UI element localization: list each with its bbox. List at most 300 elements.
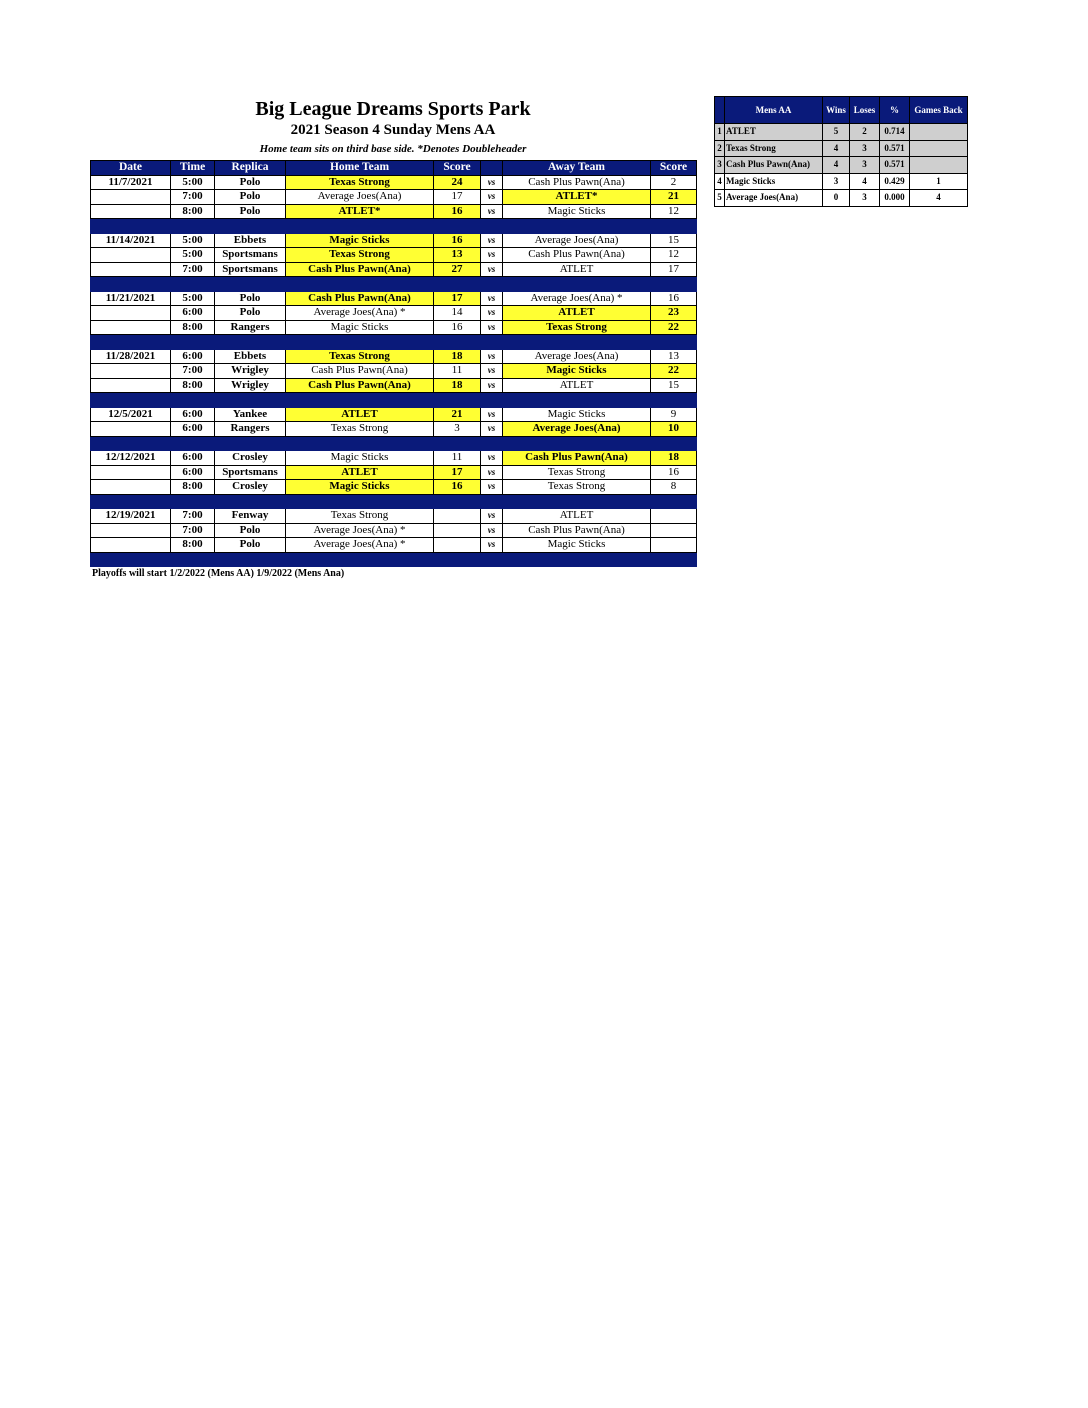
game-date: 12/12/2021 (91, 451, 171, 466)
home-team: Cash Plus Pawn(Ana) (286, 378, 434, 393)
separator-cell (171, 494, 215, 509)
week-separator (91, 219, 697, 234)
home-score: 3 (434, 422, 481, 437)
home-team: ATLET (286, 407, 434, 422)
game-field: Sportsmans (215, 465, 286, 480)
game-field: Polo (215, 523, 286, 538)
vs-label: vs (481, 190, 503, 205)
separator-cell (434, 219, 481, 234)
home-team: Cash Plus Pawn(Ana) (286, 364, 434, 379)
home-team: Texas Strong (286, 422, 434, 437)
away-score: 16 (651, 291, 697, 306)
game-time: 7:00 (171, 190, 215, 205)
home-score: 21 (434, 407, 481, 422)
game-date-empty (91, 320, 171, 335)
vs-label: vs (481, 349, 503, 364)
game-field: Polo (215, 291, 286, 306)
team-rank: 5 (715, 190, 725, 207)
away-team: ATLET (503, 306, 651, 321)
vs-label: vs (481, 465, 503, 480)
page-subtitle: 2021 Season 4 Sunday Mens AA (290, 122, 496, 138)
standings-header-row (715, 97, 968, 124)
week-separator (91, 393, 697, 408)
game-date: 12/5/2021 (91, 407, 171, 422)
schedule-row (91, 233, 697, 248)
separator-cell (434, 277, 481, 292)
schedule-row (91, 364, 697, 379)
schedule-row (91, 190, 697, 205)
team-name: Magic Sticks (725, 173, 823, 190)
separator-cell (651, 393, 697, 408)
away-team: Magic Sticks (503, 538, 651, 553)
game-field: Polo (215, 190, 286, 205)
separator-cell (215, 335, 286, 350)
schedule-row (91, 248, 697, 263)
separator-cell (91, 436, 171, 451)
schedule-row (91, 204, 697, 219)
standings-col-division: Mens AA (725, 97, 823, 124)
home-score: 16 (434, 204, 481, 219)
separator-cell (91, 393, 171, 408)
separator-cell (434, 393, 481, 408)
game-time: 8:00 (171, 204, 215, 219)
standings-table (714, 96, 968, 207)
team-games-back: 4 (910, 190, 968, 207)
team-name: Texas Strong (725, 140, 823, 157)
week-separator (91, 436, 697, 451)
game-field: Sportsmans (215, 248, 286, 263)
game-time: 6:00 (171, 422, 215, 437)
separator-cell (171, 393, 215, 408)
away-team: Cash Plus Pawn(Ana) (503, 175, 651, 190)
team-rank: 1 (715, 124, 725, 141)
vs-label: vs (481, 407, 503, 422)
home-team: Texas Strong (286, 248, 434, 263)
home-score: 11 (434, 451, 481, 466)
team-loses: 4 (850, 173, 880, 190)
separator-cell (91, 494, 171, 509)
away-score: 18 (651, 451, 697, 466)
away-score: 22 (651, 320, 697, 335)
separator-cell (503, 552, 651, 567)
schedule-row (91, 422, 697, 437)
game-time: 7:00 (171, 523, 215, 538)
separator-cell (503, 436, 651, 451)
separator-cell (215, 552, 286, 567)
vs-label: vs (481, 480, 503, 495)
home-team: Average Joes(Ana) * (286, 523, 434, 538)
schedule-table (90, 160, 697, 567)
team-name: Average Joes(Ana) (725, 190, 823, 207)
game-date-empty (91, 262, 171, 277)
game-field: Polo (215, 538, 286, 553)
separator-cell (91, 277, 171, 292)
home-score: 16 (434, 480, 481, 495)
vs-label: vs (481, 204, 503, 219)
team-pct: 0.429 (880, 173, 910, 190)
standings-body (715, 124, 968, 207)
game-time: 7:00 (171, 262, 215, 277)
team-rank: 4 (715, 173, 725, 190)
game-field: Crosley (215, 451, 286, 466)
away-team: ATLET (503, 509, 651, 524)
separator-cell (481, 277, 503, 292)
game-time: 8:00 (171, 538, 215, 553)
vs-label: vs (481, 248, 503, 263)
separator-cell (651, 436, 697, 451)
away-team: ATLET (503, 378, 651, 393)
team-games-back (910, 124, 968, 141)
separator-cell (171, 277, 215, 292)
schedule-row (91, 451, 697, 466)
team-loses: 3 (850, 190, 880, 207)
team-loses: 3 (850, 140, 880, 157)
separator-cell (286, 552, 434, 567)
schedule-row (91, 538, 697, 553)
home-team: ATLET* (286, 204, 434, 219)
team-pct: 0.714 (880, 124, 910, 141)
game-time: 6:00 (171, 349, 215, 364)
game-time: 8:00 (171, 320, 215, 335)
playoffs-note: Playoffs will start 1/2/2022 (Mens AA) 1/9/2022 (Mens Ana) (92, 568, 345, 579)
separator-cell (481, 552, 503, 567)
standings-row (715, 124, 968, 141)
separator-cell (286, 219, 434, 234)
game-date-empty (91, 480, 171, 495)
team-games-back (910, 140, 968, 157)
game-time: 6:00 (171, 465, 215, 480)
schedule-row (91, 407, 697, 422)
col-header-time: Time (171, 161, 215, 176)
away-team: ATLET (503, 262, 651, 277)
separator-cell (481, 393, 503, 408)
team-pct: 0.571 (880, 140, 910, 157)
away-score: 15 (651, 233, 697, 248)
separator-cell (215, 494, 286, 509)
game-date-empty (91, 523, 171, 538)
separator-cell (481, 335, 503, 350)
schedule-row (91, 509, 697, 524)
separator-cell (651, 219, 697, 234)
home-team: Magic Sticks (286, 451, 434, 466)
schedule-row (91, 523, 697, 538)
away-team: Cash Plus Pawn(Ana) (503, 248, 651, 263)
home-score: 17 (434, 465, 481, 480)
game-time: 5:00 (171, 175, 215, 190)
home-score (434, 523, 481, 538)
game-field: Polo (215, 175, 286, 190)
game-date-empty (91, 378, 171, 393)
away-score: 17 (651, 262, 697, 277)
separator-cell (215, 436, 286, 451)
home-team: Average Joes(Ana) * (286, 306, 434, 321)
away-team: Average Joes(Ana) (503, 349, 651, 364)
separator-cell (503, 277, 651, 292)
schedule-row (91, 378, 697, 393)
vs-label: vs (481, 291, 503, 306)
separator-cell (171, 335, 215, 350)
separator-cell (171, 436, 215, 451)
away-score: 13 (651, 349, 697, 364)
game-date: 11/14/2021 (91, 233, 171, 248)
separator-cell (286, 494, 434, 509)
home-score: 18 (434, 378, 481, 393)
team-wins: 4 (823, 140, 850, 157)
vs-label: vs (481, 233, 503, 248)
away-score: 8 (651, 480, 697, 495)
game-time: 5:00 (171, 248, 215, 263)
game-field: Ebbets (215, 349, 286, 364)
away-team: Average Joes(Ana) (503, 233, 651, 248)
separator-cell (286, 436, 434, 451)
separator-cell (286, 335, 434, 350)
vs-label: vs (481, 306, 503, 321)
away-team: Cash Plus Pawn(Ana) (503, 523, 651, 538)
away-team: ATLET* (503, 190, 651, 205)
separator-cell (171, 552, 215, 567)
away-team: Cash Plus Pawn(Ana) (503, 451, 651, 466)
team-wins: 0 (823, 190, 850, 207)
vs-label: vs (481, 364, 503, 379)
team-games-back: 1 (910, 173, 968, 190)
separator-cell (286, 393, 434, 408)
home-score (434, 538, 481, 553)
away-score (651, 538, 697, 553)
away-team: Average Joes(Ana) * (503, 291, 651, 306)
standings-col-wins: Wins (823, 97, 850, 124)
home-team: Texas Strong (286, 175, 434, 190)
away-team: Texas Strong (503, 480, 651, 495)
game-date-empty (91, 190, 171, 205)
game-time: 5:00 (171, 233, 215, 248)
vs-label: vs (481, 262, 503, 277)
col-header-away-team: Away Team (503, 161, 651, 176)
game-time: 8:00 (171, 480, 215, 495)
away-team: Magic Sticks (503, 204, 651, 219)
game-date: 11/7/2021 (91, 175, 171, 190)
schedule-row (91, 262, 697, 277)
game-field: Wrigley (215, 378, 286, 393)
team-rank: 3 (715, 157, 725, 174)
game-field: Fenway (215, 509, 286, 524)
game-time: 6:00 (171, 451, 215, 466)
schedule-row (91, 320, 697, 335)
home-team: Cash Plus Pawn(Ana) (286, 291, 434, 306)
game-date-empty (91, 204, 171, 219)
away-team: Magic Sticks (503, 407, 651, 422)
home-team: Average Joes(Ana) (286, 190, 434, 205)
game-date: 11/28/2021 (91, 349, 171, 364)
separator-cell (481, 494, 503, 509)
home-score: 13 (434, 248, 481, 263)
separator-cell (651, 552, 697, 567)
away-score: 23 (651, 306, 697, 321)
separator-cell (503, 494, 651, 509)
schedule-row (91, 349, 697, 364)
game-time: 6:00 (171, 306, 215, 321)
page-title: Big League Dreams Sports Park (255, 98, 531, 120)
game-time: 5:00 (171, 291, 215, 306)
separator-cell (91, 219, 171, 234)
home-team: Texas Strong (286, 509, 434, 524)
game-date-empty (91, 465, 171, 480)
separator-cell (434, 494, 481, 509)
away-score: 2 (651, 175, 697, 190)
separator-cell (503, 393, 651, 408)
team-name: Cash Plus Pawn(Ana) (725, 157, 823, 174)
game-field: Ebbets (215, 233, 286, 248)
vs-label: vs (481, 451, 503, 466)
vs-label: vs (481, 378, 503, 393)
separator-cell (651, 277, 697, 292)
game-field: Crosley (215, 480, 286, 495)
col-header-vs (481, 161, 503, 176)
game-field: Wrigley (215, 364, 286, 379)
separator-cell (651, 494, 697, 509)
away-score: 9 (651, 407, 697, 422)
week-separator (91, 277, 697, 292)
separator-cell (91, 335, 171, 350)
away-team: Texas Strong (503, 320, 651, 335)
away-score: 15 (651, 378, 697, 393)
home-team-note: Home team sits on third base side. *Denotes Doubleheader (259, 143, 527, 155)
schedule-header-row (91, 161, 697, 176)
home-score (434, 509, 481, 524)
separator-cell (215, 393, 286, 408)
schedule-row (91, 465, 697, 480)
game-date-empty (91, 306, 171, 321)
standings-row (715, 173, 968, 190)
separator-cell (651, 335, 697, 350)
standings-col-games-back: Games Back (910, 97, 968, 124)
away-score: 21 (651, 190, 697, 205)
home-score: 16 (434, 320, 481, 335)
game-time: 7:00 (171, 509, 215, 524)
game-date-empty (91, 248, 171, 263)
separator-cell (481, 436, 503, 451)
vs-label: vs (481, 509, 503, 524)
game-field: Sportsmans (215, 262, 286, 277)
home-score: 17 (434, 291, 481, 306)
separator-cell (215, 277, 286, 292)
game-date: 11/21/2021 (91, 291, 171, 306)
schedule-row (91, 306, 697, 321)
separator-cell (503, 335, 651, 350)
schedule-row (91, 291, 697, 306)
schedule-body (91, 175, 697, 567)
week-separator (91, 494, 697, 509)
team-loses: 3 (850, 157, 880, 174)
team-pct: 0.000 (880, 190, 910, 207)
home-team: Magic Sticks (286, 233, 434, 248)
week-separator (91, 552, 697, 567)
week-separator (91, 335, 697, 350)
home-team: Magic Sticks (286, 320, 434, 335)
team-wins: 4 (823, 157, 850, 174)
home-score: 17 (434, 190, 481, 205)
team-name: ATLET (725, 124, 823, 141)
standings-row (715, 190, 968, 207)
col-header-home-team: Home Team (286, 161, 434, 176)
game-field: Polo (215, 204, 286, 219)
game-field: Polo (215, 306, 286, 321)
home-score: 11 (434, 364, 481, 379)
away-score: 16 (651, 465, 697, 480)
game-time: 8:00 (171, 378, 215, 393)
team-wins: 3 (823, 173, 850, 190)
schedule-row (91, 480, 697, 495)
separator-cell (434, 552, 481, 567)
home-score: 14 (434, 306, 481, 321)
separator-cell (286, 277, 434, 292)
team-rank: 2 (715, 140, 725, 157)
team-games-back (910, 157, 968, 174)
away-team: Average Joes(Ana) (503, 422, 651, 437)
game-time: 7:00 (171, 364, 215, 379)
vs-label: vs (481, 320, 503, 335)
separator-cell (171, 219, 215, 234)
home-team: Cash Plus Pawn(Ana) (286, 262, 434, 277)
team-loses: 2 (850, 124, 880, 141)
vs-label: vs (481, 422, 503, 437)
separator-cell (503, 219, 651, 234)
standings-row (715, 140, 968, 157)
standings-col-pct: % (880, 97, 910, 124)
separator-cell (481, 219, 503, 234)
home-team: ATLET (286, 465, 434, 480)
home-score: 18 (434, 349, 481, 364)
team-wins: 5 (823, 124, 850, 141)
col-header-away-score: Score (651, 161, 697, 176)
separator-cell (91, 552, 171, 567)
team-pct: 0.571 (880, 157, 910, 174)
away-score: 12 (651, 204, 697, 219)
game-field: Yankee (215, 407, 286, 422)
home-team: Average Joes(Ana) * (286, 538, 434, 553)
separator-cell (215, 219, 286, 234)
game-date-empty (91, 364, 171, 379)
away-score: 12 (651, 248, 697, 263)
vs-label: vs (481, 523, 503, 538)
schedule-row (91, 175, 697, 190)
game-time: 6:00 (171, 407, 215, 422)
home-team: Texas Strong (286, 349, 434, 364)
separator-cell (434, 436, 481, 451)
away-score (651, 509, 697, 524)
separator-cell (434, 335, 481, 350)
col-header-home-score: Score (434, 161, 481, 176)
game-field: Rangers (215, 320, 286, 335)
away-team: Magic Sticks (503, 364, 651, 379)
home-score: 27 (434, 262, 481, 277)
away-team: Texas Strong (503, 465, 651, 480)
col-header-date: Date (91, 161, 171, 176)
game-field: Rangers (215, 422, 286, 437)
col-header-replica: Replica (215, 161, 286, 176)
standings-col-loses: Loses (850, 97, 880, 124)
home-score: 24 (434, 175, 481, 190)
home-team: Magic Sticks (286, 480, 434, 495)
away-score: 10 (651, 422, 697, 437)
away-score: 22 (651, 364, 697, 379)
game-date: 12/19/2021 (91, 509, 171, 524)
vs-label: vs (481, 538, 503, 553)
game-date-empty (91, 538, 171, 553)
standings-row (715, 157, 968, 174)
home-score: 16 (434, 233, 481, 248)
rank-header (715, 97, 725, 124)
vs-label: vs (481, 175, 503, 190)
